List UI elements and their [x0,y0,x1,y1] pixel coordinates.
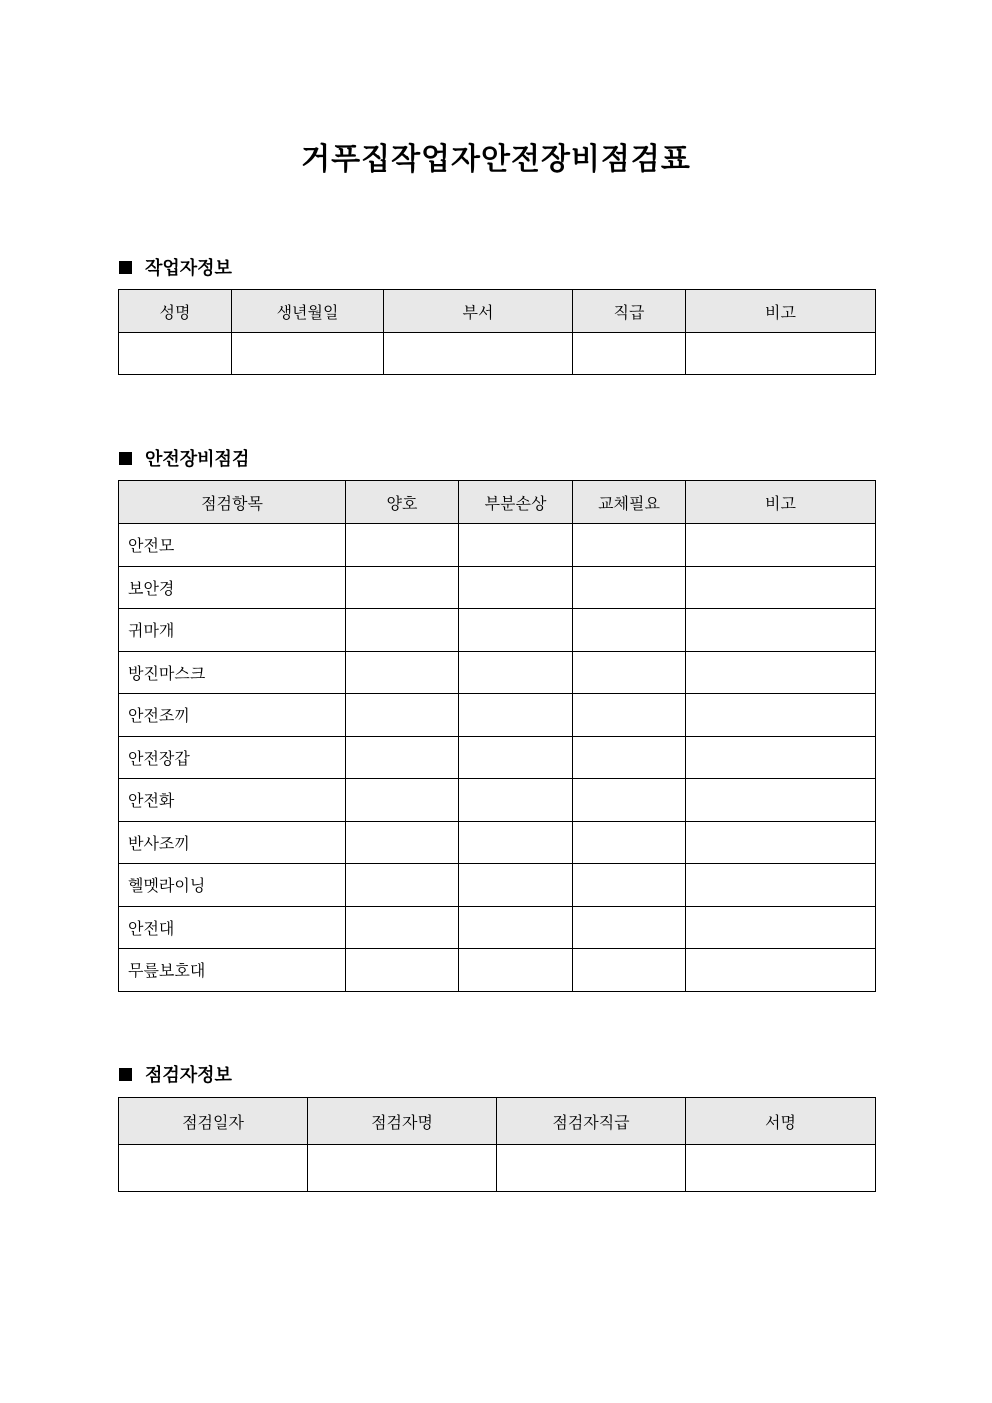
partial-damage-cell[interactable] [459,694,573,737]
replace-needed-cell[interactable] [573,566,686,609]
replace-needed-cell[interactable] [573,779,686,822]
replace-needed-cell[interactable] [573,694,686,737]
good-cell[interactable] [346,821,459,864]
check-item-label: 무릎보호대 [119,949,346,992]
header-row [119,290,876,333]
remarks-cell[interactable] [686,566,876,609]
check-item-label: 안전조끼 [119,694,346,737]
check-item-label: 안전대 [119,906,346,949]
partial-damage-cell[interactable] [459,949,573,992]
header-inspector-position: 점검자직급 [497,1098,686,1145]
check-item-label: 안전화 [119,779,346,822]
input-row [119,333,876,375]
input-row [119,1145,876,1192]
table-row [119,779,876,822]
remarks-field[interactable] [686,333,876,375]
remarks-cell[interactable] [686,694,876,737]
section-worker-info [119,254,232,280]
square-bullet-icon [119,452,132,465]
inspection-date-field[interactable] [119,1145,308,1192]
remarks-cell[interactable] [686,906,876,949]
partial-damage-cell[interactable] [459,566,573,609]
check-item-label: 헬멧라이닝 [119,864,346,907]
worker-info-table [118,289,876,375]
table-row [119,949,876,992]
equipment-check-table [118,480,876,992]
section-equipment-check [119,445,249,471]
table-row [119,524,876,567]
remarks-cell[interactable] [686,524,876,567]
good-cell[interactable] [346,694,459,737]
header-row [119,481,876,524]
table-row [119,609,876,652]
partial-damage-cell[interactable] [459,736,573,779]
header-department: 부서 [384,290,573,333]
header-birthdate: 생년월일 [232,290,384,333]
replace-needed-cell[interactable] [573,906,686,949]
header-inspector-name: 점검자명 [308,1098,497,1145]
good-cell[interactable] [346,566,459,609]
table-row [119,651,876,694]
replace-needed-cell[interactable] [573,864,686,907]
square-bullet-icon [119,1068,132,1081]
signature-field[interactable] [686,1145,876,1192]
partial-damage-cell[interactable] [459,906,573,949]
table-row [119,864,876,907]
replace-needed-cell[interactable] [573,609,686,652]
header-position: 직급 [573,290,686,333]
square-bullet-icon [119,261,132,274]
header-remarks: 비고 [686,481,876,524]
name-field[interactable] [119,333,232,375]
header-check-item: 점검항목 [119,481,346,524]
check-item-label: 안전모 [119,524,346,567]
table-row [119,821,876,864]
good-cell[interactable] [346,736,459,779]
table-row [119,694,876,737]
replace-needed-cell[interactable] [573,821,686,864]
partial-damage-cell[interactable] [459,821,573,864]
partial-damage-cell[interactable] [459,779,573,822]
remarks-cell[interactable] [686,821,876,864]
section-title-label: 점검자정보 [145,1065,232,1086]
header-signature: 서명 [686,1098,876,1145]
remarks-cell[interactable] [686,779,876,822]
table-row [119,566,876,609]
good-cell[interactable] [346,906,459,949]
replace-needed-cell[interactable] [573,949,686,992]
department-field[interactable] [384,333,573,375]
good-cell[interactable] [346,651,459,694]
header-remarks: 비고 [686,290,876,333]
section-title-label: 안전장비점검 [145,449,250,470]
remarks-cell[interactable] [686,609,876,652]
table-row [119,736,876,779]
remarks-cell[interactable] [686,651,876,694]
position-field[interactable] [573,333,686,375]
good-cell[interactable] [346,779,459,822]
check-item-label: 보안경 [119,566,346,609]
remarks-cell[interactable] [686,949,876,992]
remarks-cell[interactable] [686,736,876,779]
replace-needed-cell[interactable] [573,651,686,694]
header-good: 양호 [346,481,459,524]
header-partial-damage: 부분손상 [459,481,573,524]
partial-damage-cell[interactable] [459,864,573,907]
check-item-label: 방진마스크 [119,651,346,694]
table-row [119,906,876,949]
header-replace-needed: 교체필요 [573,481,686,524]
header-row [119,1098,876,1145]
check-item-label: 안전장갑 [119,736,346,779]
replace-needed-cell[interactable] [573,524,686,567]
partial-damage-cell[interactable] [459,609,573,652]
partial-damage-cell[interactable] [459,651,573,694]
document-title: 거푸집작업자안전장비점검표 [301,142,691,177]
inspector-position-field[interactable] [497,1145,686,1192]
inspector-info-table [118,1097,876,1192]
section-title-label: 작업자정보 [145,258,232,279]
inspector-name-field[interactable] [308,1145,497,1192]
section-inspector-info [119,1061,232,1087]
good-cell[interactable] [346,864,459,907]
good-cell[interactable] [346,524,459,567]
replace-needed-cell[interactable] [573,736,686,779]
check-item-label: 반사조끼 [119,821,346,864]
birthdate-field[interactable] [232,333,384,375]
good-cell[interactable] [346,609,459,652]
check-item-label: 귀마개 [119,609,346,652]
header-name: 성명 [119,290,232,333]
remarks-cell[interactable] [686,864,876,907]
good-cell[interactable] [346,949,459,992]
partial-damage-cell[interactable] [459,524,573,567]
header-inspection-date: 점검일자 [119,1098,308,1145]
